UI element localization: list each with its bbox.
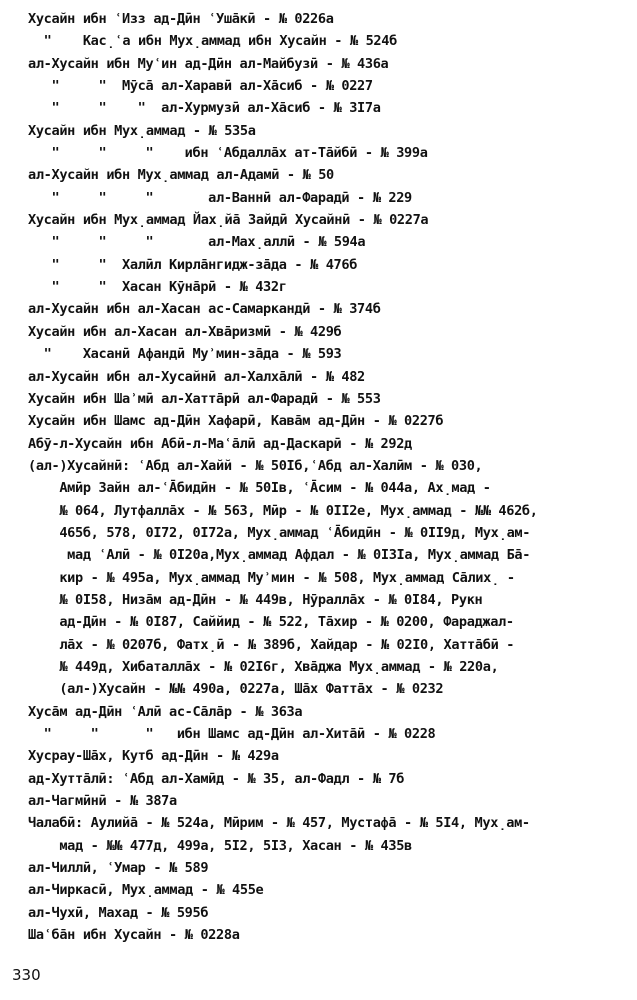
index-line: " " " ал-Ваннӣ ал-Фарадӣ - № 229 xyxy=(28,189,412,206)
index-line: " " " ибн Шамс ад-Дӣн ал-Хитāӣ - № 0228 xyxy=(28,726,436,742)
index-line: Хусайн ибн Мух̣аммад - № 535а xyxy=(28,122,256,139)
index-line: ал-Чиркасӣ, Мух̣аммад - № 455е xyxy=(28,882,264,899)
index-line: кир - № 495а, Мух̣аммад Муʾмин - № 508, Мух̣аммад Сāлих̣ - xyxy=(28,569,515,586)
index-line: Хусрау-Шāх, Кутб ад-Дӣн - № 429а xyxy=(28,748,279,765)
index-line: ал-Чиллӣ, ʿУмар - № 589 xyxy=(28,860,209,877)
index-line: ад-Хуттāлӣ: ʿАбд ал-Хамӣд - № 35, ал-Фадл - № 7б xyxy=(28,770,405,787)
page-number: 330 xyxy=(12,966,41,984)
index-line: ал-Хусайн ибн ал-Хасан ас-Самаркандӣ - № 374б xyxy=(28,301,381,318)
index-line: " Хасанӣ Афандӣ Муʾмин-зāда - № 593 xyxy=(28,346,342,363)
index-line: ал-Хусайн ибн ал-Хусайнӣ ал-Халхāлӣ - № 482 xyxy=(28,368,365,385)
index-line: " " Халӣл Кирлāнгидж-зāда - № 476б xyxy=(28,256,358,273)
index-line: ал-Чухӣ, Махад - № 595б xyxy=(28,904,209,921)
index-line: Амӣр Зайн ал-ʿĀбидӣн - № 50Iв, ʿĀсим - № 044а, Ах̣мад - xyxy=(28,480,491,497)
index-line: Хусайн ибн ал-Хасан ал-Хвāризмӣ - № 429б xyxy=(28,323,342,340)
index-line: " " Хасан Кӯнāрӣ - № 432г xyxy=(28,279,287,296)
index-line: " " " ал-Мах̣аллӣ - № 594а xyxy=(28,234,366,251)
index-line: Шаʿбāн ибн Хусайн - № 0228а xyxy=(28,927,240,944)
index-line: Хусайн ибн ʿИзз ад-Дӣн ʿУшāкӣ - № 0226а xyxy=(28,11,334,27)
index-line: № 449д, Хибаталлāх - № 02I6г, Хвāджа Мух̣аммад - № 220а, xyxy=(28,658,499,675)
index-line: " Кас̣ʿа ибн Мух̣аммад ибн Хусайн - № 524б xyxy=(28,33,397,50)
index-line: ал-Хусайн ибн Мух̣аммад ал-Адамӣ - № 50 xyxy=(28,167,334,184)
index-line: " " Мӯсā ал-Харавӣ ал-Хāсиб - № 0227 xyxy=(28,78,373,95)
index-line: ад-Дӣн - № 0I87, Саййид - № 522, Тāхир - № 0200, Фараджал- xyxy=(28,614,514,631)
index-line: Хусайн ибн Шамс ад-Дӣн Хафарӣ, Кавāм ад-Дӣн - № 0227б xyxy=(28,413,444,430)
index-line: № 064, Лутфаллāх - № 563, Мӣр - № 0II2е, Мух̣аммад - №№ 462б, xyxy=(28,502,538,519)
index-line: ал-Хусайн ибн Муʿин ад-Дӣн ал-Майбузӣ - № 436а xyxy=(28,55,389,72)
index-line: мад - №№ 477д, 499а, 5I2, 5I3, Хасан - № 435в xyxy=(28,837,412,854)
index-line: Хусайн ибн Шаʾмӣ ал-Хаттāрӣ ал-Фарадӣ - № 553 xyxy=(28,390,381,407)
index-line: 465б, 578, 0I72, 0I72а, Мух̣аммад ʿĀбидӣн - № 0II9д, Мух̣ам- xyxy=(28,524,531,541)
index-line: (ал-)Хусайн - №№ 490а, 0227а, Шāх Фаттāх - № 0232 xyxy=(28,681,444,698)
index-line: Хусāм ад-Дӣн ʿАлӣ ас-Сāлāр - № 363а xyxy=(28,703,303,720)
index-line: " " " ал-Хурмузӣ ал-Хāсиб - № 3I7а xyxy=(28,100,381,117)
index-line: Чалабӣ: Аулийā - № 524а, Мӣрим - № 457, Мустафā - № 5I4, Мух̣ам- xyxy=(28,815,530,832)
index-line: № 0I58, Низāм ад-Дӣн - № 449в, Нӯраллāх - № 0I84, Рукн xyxy=(28,591,483,608)
index-line: " " " ибн ʿАбдаллāх ат-Тāйбӣ - № 399а xyxy=(28,145,428,162)
index-line: (ал-)Хусайнӣ: ʿАбд ал-Хайй - № 50Iб,ʿАбд ал-Халӣм - № 030, xyxy=(28,457,483,474)
index-page xyxy=(28,8,628,946)
index-line: лāх - № 0207б, Фатх̣ӣ - № 389б, Хайдар - № 02I0, Хаттāбӣ - xyxy=(28,636,515,653)
index-line: Хусайн ибн Мух̣аммад Йах̣йā Зайдӣ Хусайнӣ - № 0227а xyxy=(28,212,429,229)
index-line: Абӯ-л-Хусайн ибн Абӣ-л-Маʿāлӣ ад-Даскарӣ - № 292д xyxy=(28,435,412,452)
index-line: ал-Чагмӣнӣ - № 387а xyxy=(28,793,177,810)
index-line: мад ʿАлӣ - № 0I20а,Мух̣аммад Афдал - № 0I3Iа, Мух̣аммад Бā- xyxy=(28,547,531,564)
